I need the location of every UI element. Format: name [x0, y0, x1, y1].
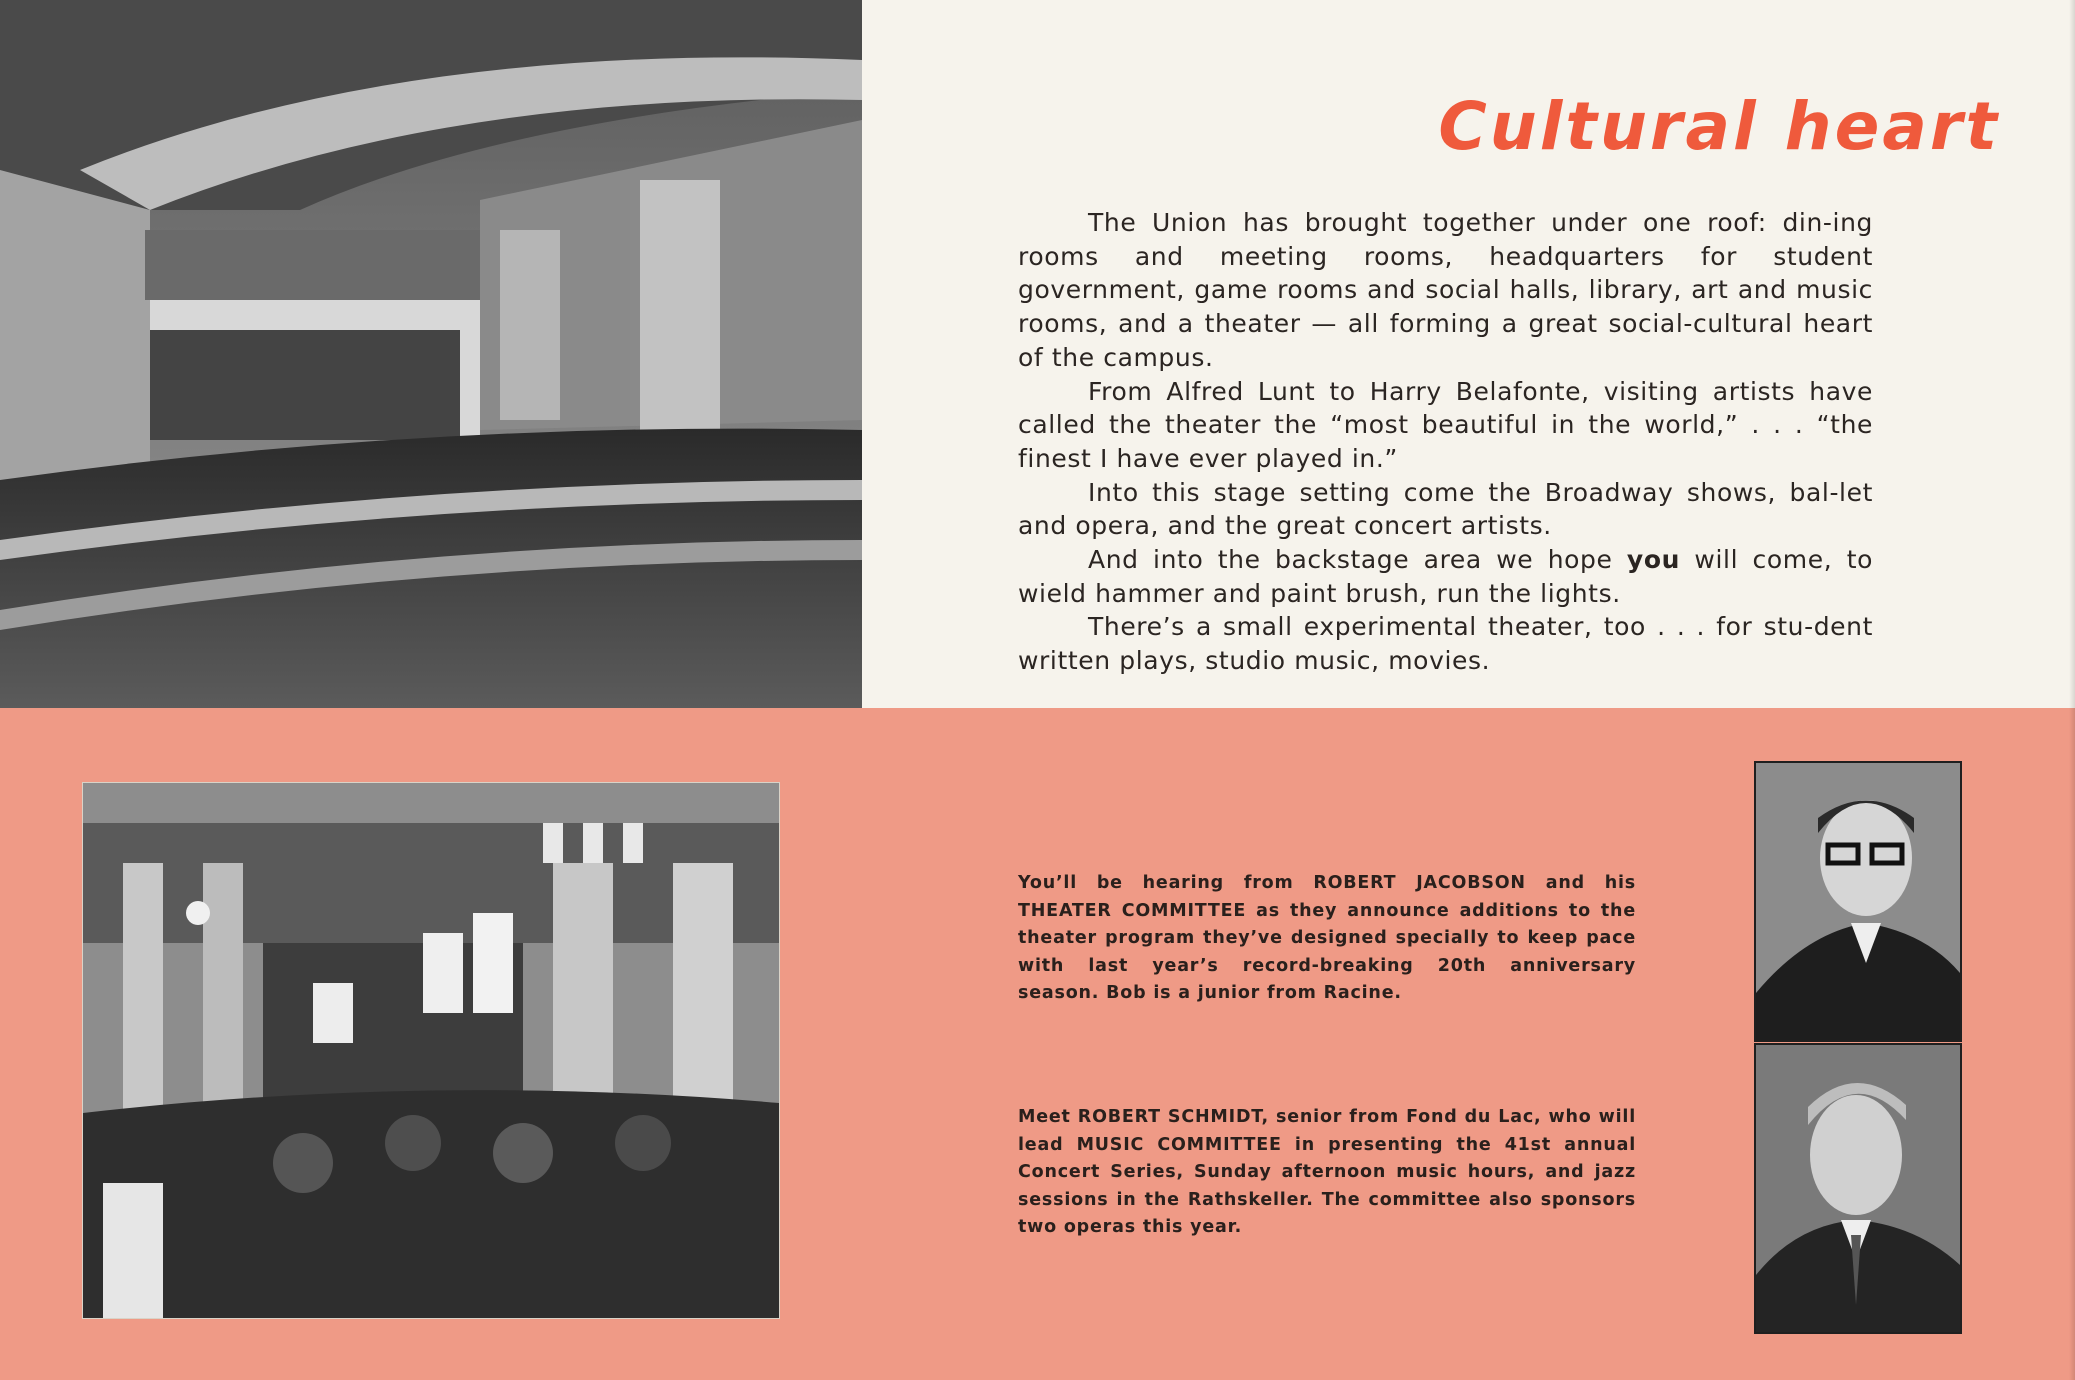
page-title: Cultural heart	[1438, 88, 2000, 165]
caption-robert-schmidt: Meet ROBERT SCHMIDT, senior from Fond du Lac, who will lead MUSIC COMMITTEE in presenting the 41st annual Concert Series, Sunday afternoon music hours, and jazz sessions in the Rathskeller. The committee also sponsors two operas this year.	[1018, 1107, 1636, 1237]
article-body	[1018, 206, 1873, 678]
page-edge-shadow	[2069, 0, 2075, 1380]
theater-auditorium-photo	[0, 0, 862, 708]
caption-robert-jacobson: You’ll be hearing from ROBERT JACOBSON and his THEATER COMMITTEE as they announce additions to the theater program they’ve designed specially to keep pace with last year’s record-breaking 20th anniversary season. Bob is a junior from Racine.	[1018, 873, 1636, 1003]
emphasis-you: you	[1626, 545, 1680, 575]
jazz-session-photo	[82, 782, 780, 1319]
portrait-robert-schmidt	[1754, 1043, 1962, 1334]
backstage-text-end: will come, to wield hammer and paint brush, run the lights.	[1018, 545, 1873, 608]
paragraph-stage: Into this stage setting come the Broadway shows, bal-let and opera, and the great concert artists.	[1018, 477, 1873, 541]
portrait-robert-jacobson	[1754, 761, 1962, 1042]
paragraph-backstage	[1018, 543, 1873, 610]
paragraph-union: The Union has brought together under one roof: din-ing rooms and meeting rooms, headquarters for student government, game rooms and social halls, library, art and music rooms, and a theater — all forming a great social-cultural heart of the campus.	[1018, 208, 1873, 372]
paragraph-experimental-theater: There’s a small experimental theater, too . . . for stu-dent written plays, studio music, movies.	[1018, 612, 1873, 676]
backstage-text-start: And into the backstage area we hope	[1088, 545, 1627, 575]
paragraph-artists: From Alfred Lunt to Harry Belafonte, visiting artists have called the theater the “most beautiful in the world,” . . . “the finest I have ever played in.”	[1018, 376, 1873, 473]
